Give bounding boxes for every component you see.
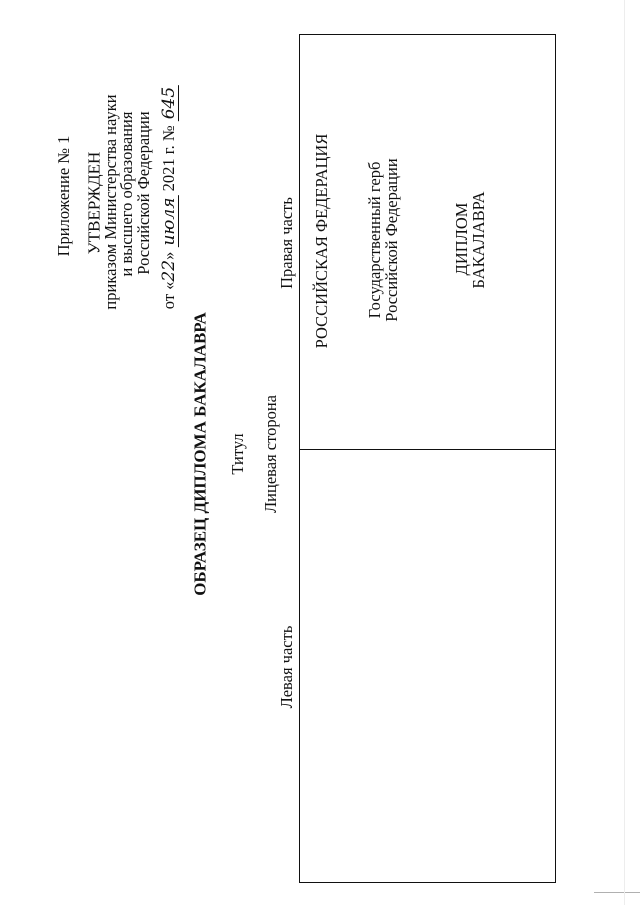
approval-line-federation: Российской Федерации — [133, 111, 153, 275]
diploma-heading-line2: БАКАЛАВРА — [468, 191, 488, 289]
document-subtitle: Титул — [227, 433, 247, 475]
scan-artifact-edge — [624, 0, 625, 905]
date-prefix: от « — [159, 281, 178, 310]
appendix-label: Приложение № 1 — [53, 135, 73, 257]
scan-artifact-line — [594, 892, 640, 893]
approval-heading: УТВЕРЖДЕН — [84, 151, 104, 255]
emblem-placeholder-line1: Государственный герб — [364, 161, 384, 319]
right-part-label: Правая часть — [276, 197, 296, 289]
country-name: РОССИЙСКАЯ ФЕДЕРАЦИЯ — [311, 133, 331, 349]
side-label: Лицевая сторона — [260, 394, 280, 514]
frame-divider — [299, 449, 556, 450]
emblem-placeholder-line2: Российской Федерации — [381, 158, 401, 322]
diploma-frame — [299, 34, 556, 883]
date-day-handwritten: 22 — [159, 259, 179, 282]
approval-date-line — [161, 85, 179, 309]
document-title: ОБРАЗЕЦ ДИПЛОМА БАКАЛАВРА — [190, 312, 210, 596]
date-bracket: » — [159, 251, 178, 260]
approval-line-education: и высшего образования — [116, 111, 136, 277]
order-number-handwritten: 645 — [159, 86, 179, 120]
diploma-heading-line1: ДИПЛОМ — [451, 202, 471, 276]
date-month-handwritten: июля — [159, 197, 179, 246]
approval-line-ministry: приказом Министерства науки — [100, 94, 120, 310]
date-year: 2021 г. № — [159, 125, 178, 192]
left-part-label: Левая часть — [276, 625, 296, 709]
